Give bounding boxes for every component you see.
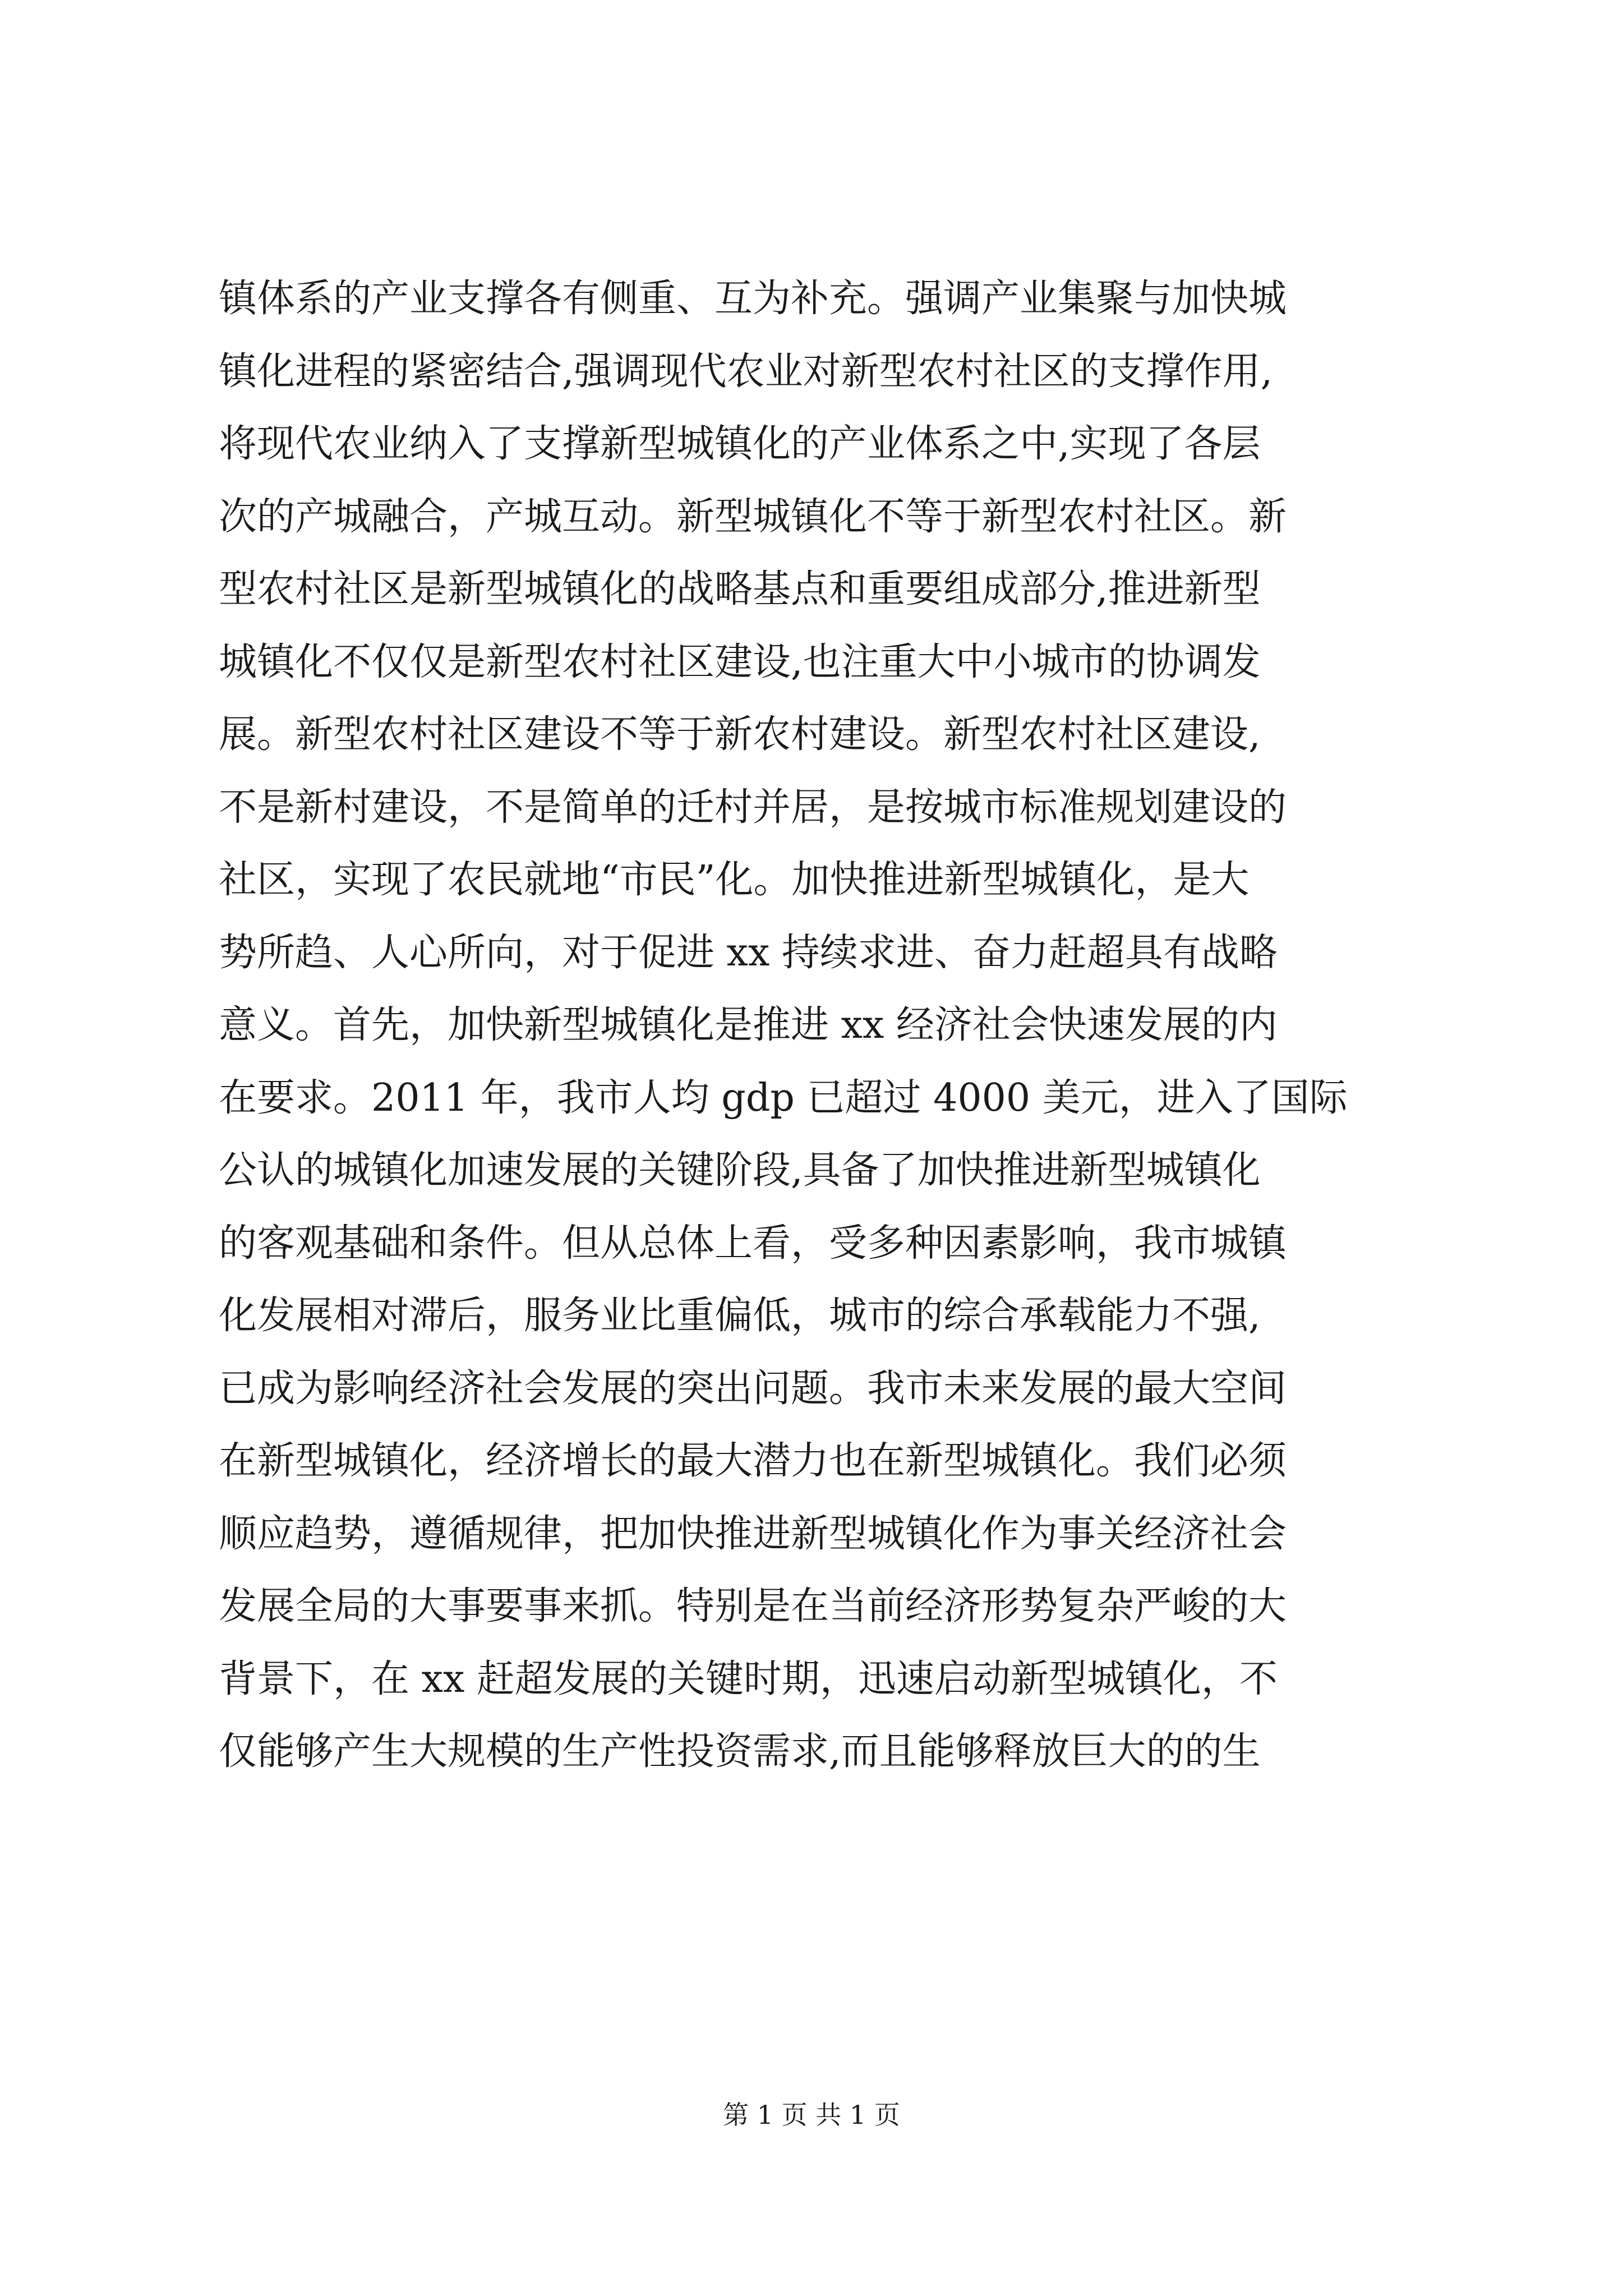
text-line: 镇化进程的紧密结合,强调现代农业对新型农村社区的支撑作用,	[219, 349, 1273, 394]
page-number-footer: 第 1 页 共 1 页	[723, 2100, 900, 2130]
text-line: 势所趋、人心所向，对于促进 xx 持续求进、奋力赶超具有战略	[219, 930, 1278, 975]
text-line: 镇体系的产业支撑各有侧重、互为补充。强调产业集聚与加快城	[219, 277, 1287, 321]
text-line: 将现代农业纳入了支撑新型城镇化的产业体系之中,实现了各层	[219, 422, 1261, 466]
text-line: 不是新村建设，不是简单的迁村并居，是按城市标准规划建设的	[219, 785, 1287, 830]
body-text	[219, 263, 1453, 1788]
text-line: 社区，实现了农民就地“市民”化。加快推进新型城镇化，是大	[219, 858, 1249, 902]
text-line: 化发展相对滞后，服务业比重偏低，城市的综合承载能力不强,	[219, 1294, 1261, 1338]
text-line: 意义。首先，加快新型城镇化是推进 xx 经济社会快速发展的内	[219, 1003, 1278, 1047]
text-line: 型农村社区是新型城镇化的战略基点和重要组成部分,推进新型	[219, 567, 1261, 611]
text-line: 仅能够产生大规模的生产性投资需求,而且能够释放巨大的的生	[219, 1729, 1261, 1774]
text-line: 公认的城镇化加速发展的关键阶段,具备了加快推进新型城镇化	[219, 1148, 1261, 1193]
text-line: 次的产城融合，产城互动。新型城镇化不等于新型农村社区。新	[219, 494, 1287, 539]
text-line: 背景下，在 xx 赶超发展的关键时期，迅速启动新型城镇化，不	[219, 1657, 1278, 1701]
text-line: 展。新型农村社区建设不等于新农村建设。新型农村社区建设,	[219, 712, 1261, 757]
text-line: 的客观基础和条件。但从总体上看，受多种因素影响，我市城镇	[219, 1221, 1287, 1266]
text-line: 在新型城镇化，经济增长的最大潜力也在新型城镇化。我们必须	[219, 1439, 1287, 1483]
text-line: 顺应趋势，遵循规律，把加快推进新型城镇化作为事关经济社会	[219, 1511, 1287, 1556]
text-line: 发展全局的大事要事来抓。特别是在当前经济形势复杂严峻的大	[219, 1584, 1287, 1628]
text-line: 城镇化不仅仅是新型农村社区建设,也注重大中小城市的协调发	[219, 639, 1261, 684]
text-line: 已成为影响经济社会发展的突出问题。我市未来发展的最大空间	[219, 1366, 1287, 1411]
text-line: 在要求。2011 年，我市人均 gdp 已超过 4000 美元，进入了国际	[219, 1075, 1348, 1120]
